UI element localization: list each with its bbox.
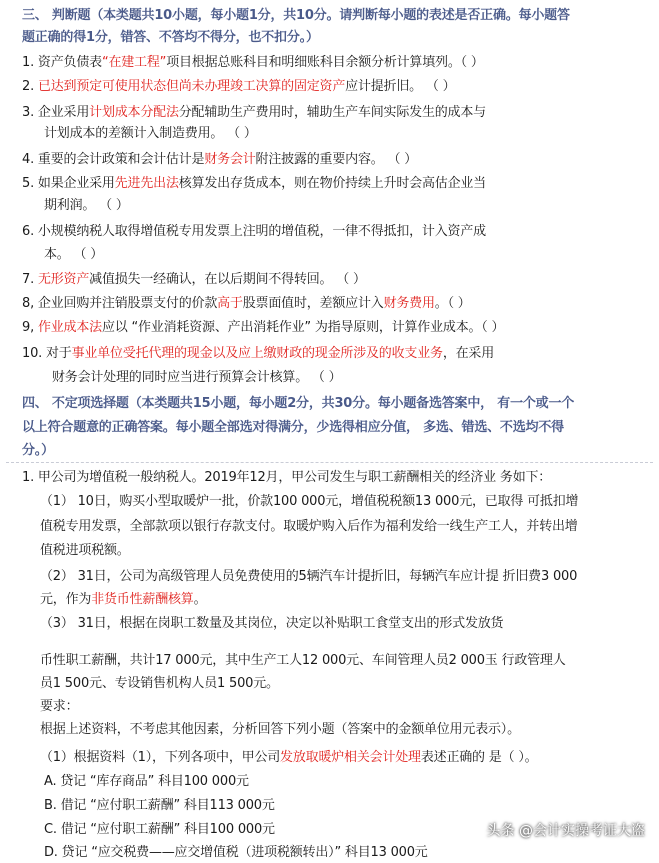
q1-highlight: “在建工程” xyxy=(101,55,167,70)
section4-heading-line3: 分。） xyxy=(22,443,54,458)
q5-highlight: 先进先出法 xyxy=(114,176,179,191)
case-item-3-line2: 币性职工薪酬，共计17 000元，其中生产工人12 000元、车间管理人员2 000玉 行政管理人 xyxy=(40,653,566,668)
section3-heading-line1: 三、 判断题（本类题共10小题，每小题1分，共10分。请判断每小题的表述是否正确。每小题答 xyxy=(22,8,570,23)
question-6-cont: 本。 （ ） xyxy=(44,247,104,262)
case-item-2-text: 元，作为 xyxy=(40,592,92,607)
sub1-text: （1）根据资料（1），下列各项中，甲公司 xyxy=(40,750,281,765)
q7-highlight: 无形资产 xyxy=(37,272,90,287)
option-d: D. 贷记 “应交税费——应交增值税（进项税额转出）” 科目13 000元 xyxy=(44,845,428,860)
sub-question-1 xyxy=(40,748,659,768)
case-item-2-line2 xyxy=(40,590,659,610)
q2-highlight: 已达到预定可使用状态但尚未办理竣工决算的固定资产 xyxy=(37,79,346,94)
question-10 xyxy=(22,344,659,364)
q9-text-end: 应以 “作业消耗资源、产出消耗作业” 为指导原则，计算作业成本。（ ） xyxy=(101,320,505,335)
q3-text: 3. 企业采用 xyxy=(22,105,90,120)
option-a: A. 贷记 “库存商品” 科目100 000元 xyxy=(44,774,249,789)
q8-text: 8, 企业回购并注销股票支付的价款 xyxy=(22,296,218,311)
q1-text-end: 项目根据总账科目和明细账科目余额分析计算填列。（ ） xyxy=(166,55,484,70)
question-3-cont: 计划成本的差额计入制造费用。 （ ） xyxy=(44,126,257,141)
section3-heading-line2: 题正确的得1分，错答、不答均不得分，也不扣分。） xyxy=(22,30,319,45)
q9-text: 9, xyxy=(22,320,38,335)
q5-text: 5. 如果企业采用 xyxy=(22,176,115,191)
q3-highlight: 计划成本分配法 xyxy=(89,105,179,120)
question-6: 6. 小规模纳税人取得增值税专用发票上注明的增值税，一律不得抵扣，计入资产成 xyxy=(22,224,486,239)
q1-text: 1. 资产负债表 xyxy=(22,55,102,70)
q8-text-mid: 股票面值时，差额应计入 xyxy=(242,296,384,311)
case-item-2-end: 。 xyxy=(193,592,207,607)
q5-text-end: 核算发出存货成本，则在物价持续上升时会高估企业当 xyxy=(178,176,486,191)
q4-text: 4. 重要的会计政策和会计估计是 xyxy=(22,152,205,167)
sub1-highlight: 发放取暖炉相关会计处理 xyxy=(280,750,421,765)
question-8 xyxy=(22,294,659,314)
question-5-cont: 期利润。 （ ） xyxy=(44,198,129,213)
case-item-1-line3: 值税进项税额。 xyxy=(40,543,130,558)
case-item-1-line2: 值税专用发票，全部款项以银行存款支付。取暖炉购入后作为福利发给一线生产工人，并转出增 xyxy=(40,519,578,534)
question-2 xyxy=(22,77,659,97)
option-c: C. 借记 “应付职工薪酬” 科目100 000元 xyxy=(44,822,275,837)
case-item-3-line3: 员1 500元、专设销售机构人员1 500元。 xyxy=(40,676,279,691)
q4-text-end: 附注披露的重要内容。 （ ） xyxy=(255,152,418,167)
q9-highlight: 作业成本法 xyxy=(37,320,102,335)
q10-text-end: ，在采用 xyxy=(442,346,495,361)
divider xyxy=(6,462,653,463)
q2-text: 2. xyxy=(22,79,38,94)
q8-highlight-2: 财务费用 xyxy=(383,296,435,311)
sub1-text-end: 表述正确的 是（ ）。 xyxy=(420,750,538,765)
question-7 xyxy=(22,270,659,290)
case-item-2-highlight: 非货币性薪酬核算 xyxy=(91,592,194,607)
case-intro: 1. 甲公司为增值税一般纳税人。2019年12月，甲公司发生与职工薪酬相关的经济业 务如下： xyxy=(22,470,552,485)
case-item-3-line1: （3） 31日，根据在岗职工数量及其岗位，决定以补贴职工食堂支出的形式发放货 xyxy=(40,616,504,631)
section4-heading-line1: 四、 不定项选择题（本类题共15小题，每小题2分，共30分。每小题备选答案中， 有一个或一个 xyxy=(22,396,575,411)
q10-highlight: 事业单位受托代理的现金以及应上缴财政的现金所涉及的收支业务 xyxy=(71,346,443,361)
q10-text: 10. 对于 xyxy=(22,346,72,361)
question-3 xyxy=(22,103,659,123)
q7-text-end: 减值损失一经确认，在以后期间不得转回。 （ ） xyxy=(89,272,366,287)
q8-text-end: 。（ ） xyxy=(434,296,471,311)
section4-heading-line2: 以上符合题意的正确答案。每小题全部选对得满分，少选得相应分值， 多选、错选、不选均不得 xyxy=(22,420,564,435)
question-1 xyxy=(22,53,659,73)
q2-text-end: 应计提折旧。 （ ） xyxy=(345,79,456,94)
option-b: B. 借记 “应付职工薪酬” 科目113 000元 xyxy=(44,798,275,813)
q4-highlight: 财务会计 xyxy=(204,152,256,167)
case-item-2-line1: （2） 31日，公司为高级管理人员免费使用的5辆汽车计提折旧，每辆汽车应计提 折旧费3 000 xyxy=(40,569,578,584)
q3-text-end: 分配辅助生产费用时，辅助生产车间实际发生的成本与 xyxy=(178,105,486,120)
requirements-label: 要求： xyxy=(40,699,79,714)
question-5 xyxy=(22,174,659,194)
case-item-1-line1: （1） 10日，购买小型取暖炉一批，价款100 000元，增值税税额13 000元，已取得 可抵扣增 xyxy=(40,494,579,509)
question-9 xyxy=(22,318,659,338)
question-10-cont: 财务会计处理的同时应当进行预算会计核算。 （ ） xyxy=(52,370,342,385)
requirements-text: 根据上述资料，不考虑其他因素，分析回答下列小题（答案中的金额单位用元表示）。 xyxy=(40,722,520,737)
q7-text: 7. xyxy=(22,272,38,287)
watermark: 头条 @会计实操考证大盗 xyxy=(486,823,645,839)
question-4 xyxy=(22,150,659,170)
q8-highlight-1: 高于 xyxy=(217,296,243,311)
